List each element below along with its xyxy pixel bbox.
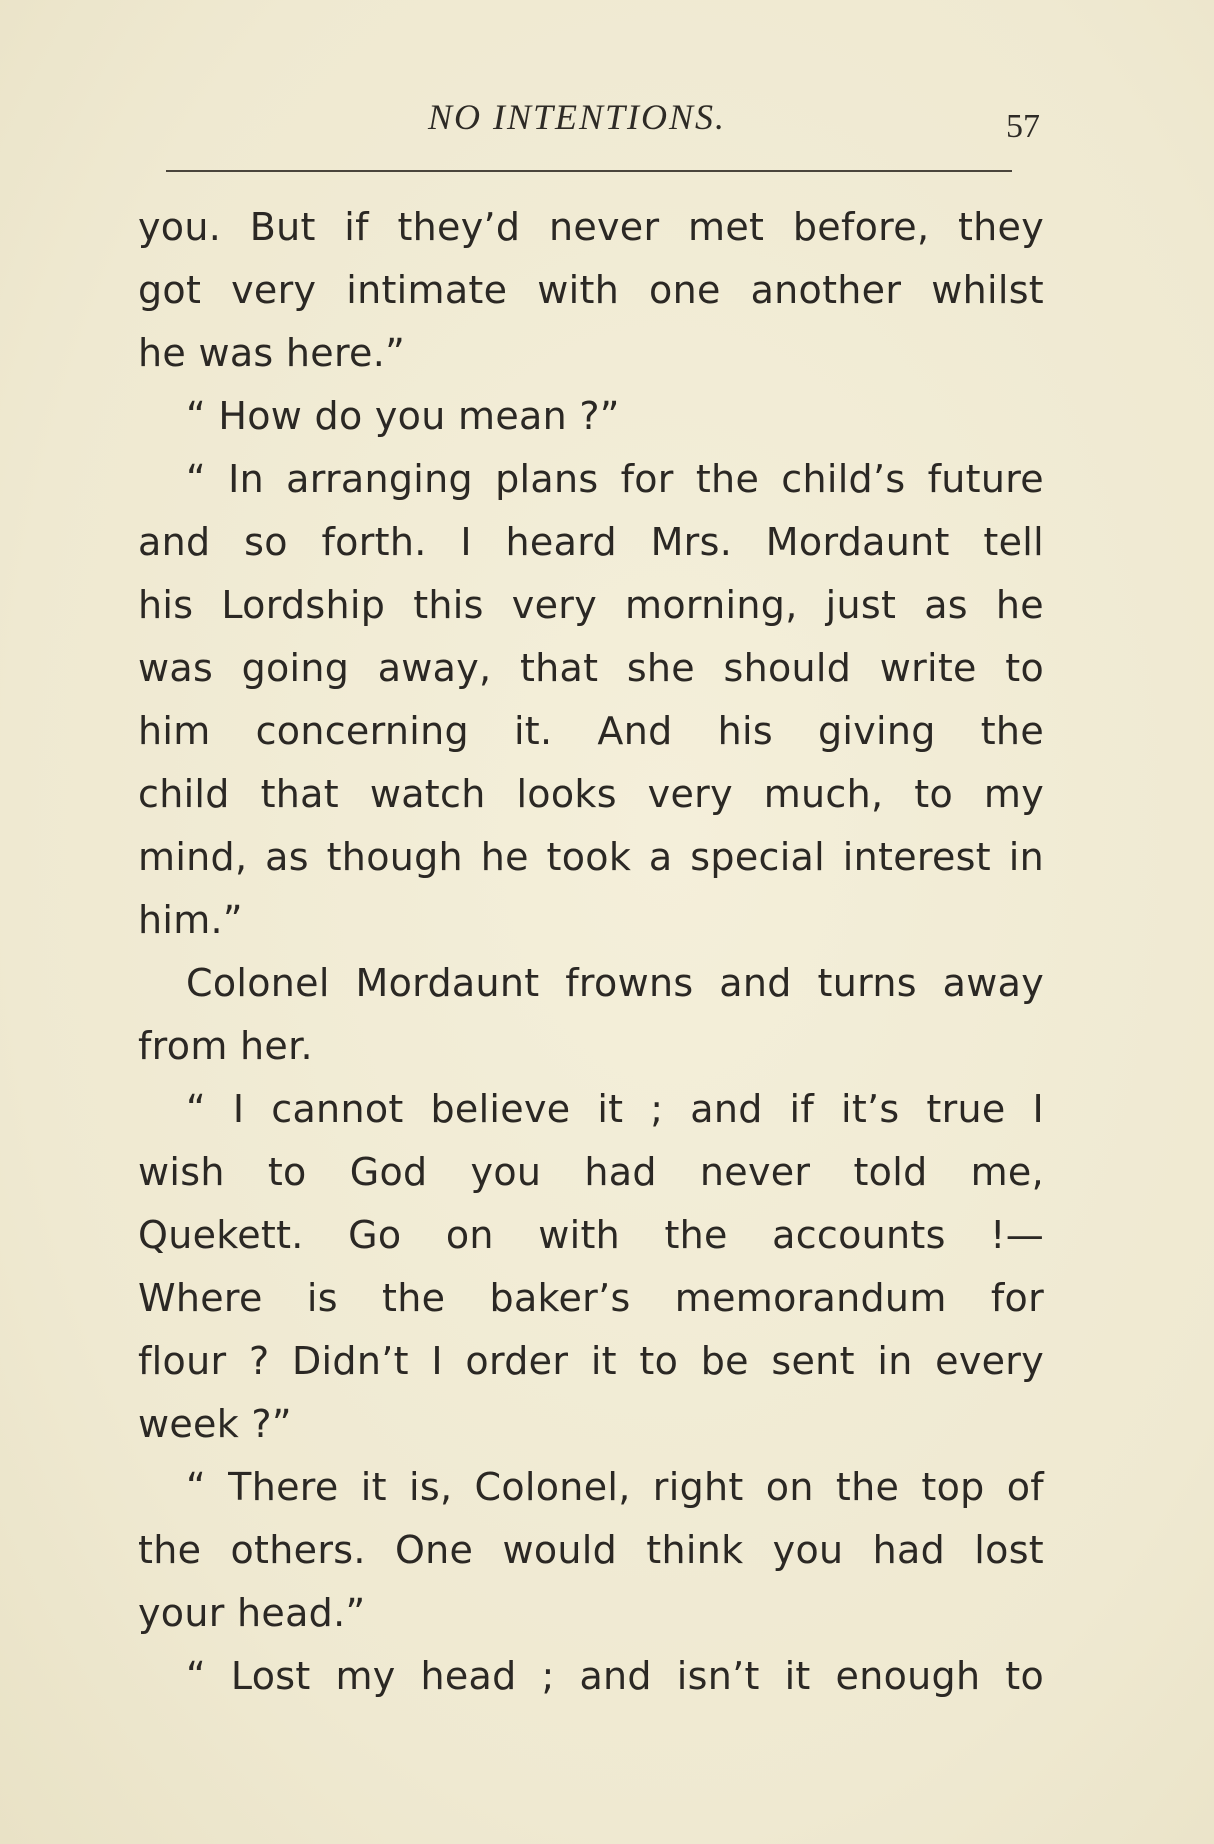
text-line: “ Lost my head ; and isn’t it enough to xyxy=(186,1654,1044,1698)
body-text xyxy=(138,196,1044,1708)
text-line: week ?” xyxy=(138,1402,292,1446)
page-number: 57 xyxy=(1006,108,1040,145)
text-line: flour ? Didn’t I order it to be sent in every xyxy=(138,1339,1044,1383)
text-line: the others. One would think you had lost xyxy=(138,1528,1044,1572)
text-line: from her. xyxy=(138,1024,313,1068)
text-line: wish to God you had never told me, xyxy=(138,1150,1044,1194)
text-line: “ How do you mean ?” xyxy=(186,394,620,438)
running-head xyxy=(0,96,1214,146)
text-line: mind, as though he took a special interest in xyxy=(138,835,1044,879)
header-rule xyxy=(166,170,1012,172)
text-line: him.” xyxy=(138,898,243,942)
text-line: was going away, that she should write to xyxy=(138,646,1044,690)
text-line: Where is the baker’s memorandum for xyxy=(138,1276,1044,1320)
text-line: got very intimate with one another whilst xyxy=(138,268,1044,312)
text-line: child that watch looks very much, to my xyxy=(138,772,1044,816)
text-line: “ In arranging plans for the child’s future xyxy=(186,457,1044,501)
running-title: NO INTENTIONS. xyxy=(428,97,727,137)
text-line: he was here.” xyxy=(138,331,406,375)
text-line: and so forth. I heard Mrs. Mordaunt tell xyxy=(138,520,1044,564)
text-line: “ There it is, Colonel, right on the top of xyxy=(186,1465,1044,1509)
text-line: Colonel Mordaunt frowns and turns away xyxy=(186,961,1044,1005)
text-line: “ I cannot believe it ; and if it’s true I xyxy=(186,1087,1044,1131)
text-line: you. But if they’d never met before, they xyxy=(138,205,1044,249)
text-line: his Lordship this very morning, just as he xyxy=(138,583,1044,627)
text-line: your head.” xyxy=(138,1591,366,1635)
text-line: Quekett. Go on with the accounts !— xyxy=(138,1213,1044,1257)
text-line: him concerning it. And his giving the xyxy=(138,709,1044,753)
